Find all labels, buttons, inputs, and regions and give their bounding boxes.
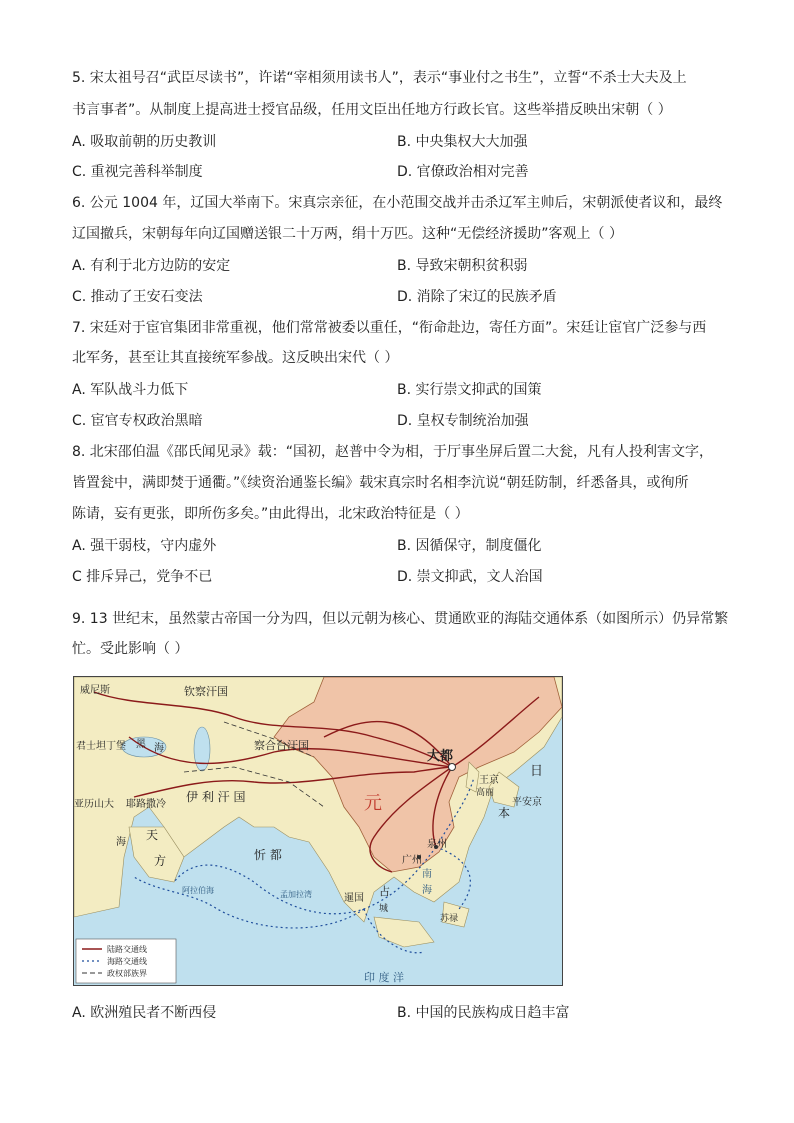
- label-red-sea: 海: [116, 837, 126, 848]
- q8-option-c: C 排斥异己，党争不已: [72, 569, 213, 585]
- label-delhi: 忻 都: [254, 848, 282, 862]
- label-constantinople: 君士坦丁堡: [76, 741, 126, 752]
- label-japan-1: 日: [530, 764, 544, 779]
- legend-land-label: 陆路交通线: [107, 945, 147, 954]
- label-kipchak: 钦察汗国: [184, 685, 228, 698]
- label-japan-2: 本: [498, 806, 511, 820]
- q6-line-1: 6. 公元 1004 年，辽国大举南下。宋真宗亲征，在小范围交战并击杀辽军主帅后，宋朝派使者议和，最终: [72, 195, 723, 211]
- label-south-sea-1: 南: [422, 869, 432, 880]
- legend-border-label: 政权部族界: [107, 969, 147, 978]
- map-legend: [76, 939, 176, 983]
- q5-line-2: 书言事者”。从制度上提高进士授官品级，任用文臣出任地方行政长官。这些举措反映出宋朝（ ）: [72, 102, 672, 118]
- map-svg: [74, 677, 562, 985]
- label-siam: 暹国: [344, 893, 364, 904]
- label-guangzhou: 广州: [402, 855, 422, 866]
- label-wangjing: 王京: [479, 775, 499, 786]
- label-bay-of-bengal: 孟加拉湾: [280, 890, 312, 899]
- label-indian-ocean: 印 度 洋: [364, 971, 404, 984]
- q6-option-d: D. 消除了宋辽的民族矛盾: [397, 289, 557, 305]
- label-black-sea: 黑: [136, 739, 146, 750]
- dadu-marker: [449, 764, 456, 771]
- q7-option-c: C. 宦官专权政治黑暗: [72, 413, 203, 429]
- label-south-sea-2: 海: [422, 885, 432, 896]
- q8-option-d: D. 崇文抑武，文人治国: [397, 569, 543, 585]
- label-champa-1: 占: [379, 885, 390, 898]
- legend-sea-label: 海路交通线: [107, 957, 147, 966]
- q5-line-1: 5. 宋太祖号召“武臣尽读书”，许诺“宰相须用读书人”，表示“事业付之书生”，立誓“不杀士大夫及上: [72, 70, 687, 86]
- label-venice: 威尼斯: [80, 685, 110, 696]
- q5-option-c: C. 重视完善科举制度: [72, 164, 203, 180]
- label-alexandria: 亚历山大: [74, 799, 114, 810]
- q7-option-b: B. 实行崇文抑武的国策: [397, 382, 542, 398]
- q9-line-1: 9. 13 世纪末，虽然蒙古帝国一分为四，但以元朝为核心、贯通欧亚的海陆交通体系（如图所示）仍异常繁: [72, 611, 729, 627]
- q6-option-c: C. 推动了王安石变法: [72, 289, 203, 305]
- q9-option-b: B. 中国的民族构成日趋丰富: [397, 1005, 570, 1021]
- label-tianfang-1: 天: [146, 828, 159, 842]
- q5-option-a: A. 吸取前朝的历史教训: [72, 134, 217, 150]
- q7-line-2: 北军务，甚至让其直接统军参战。这反映出宋代（ ）: [72, 350, 399, 366]
- label-dadu: 大都: [427, 749, 454, 764]
- label-chagatai: 察合台汗国: [254, 739, 309, 752]
- label-jerusalem: 耶路撒冷: [126, 799, 166, 810]
- q9-line-2: 忙。受此影响（ ）: [72, 641, 189, 657]
- q8-line-3: 陈请，妄有更张，即所伤多矣。”由此得出，北宋政治特征是（ ）: [72, 506, 469, 522]
- label-heian: 平安京: [512, 797, 542, 808]
- q5-option-d: D. 官僚政治相对完善: [397, 164, 529, 180]
- q7-line-1: 7. 宋廷对于宦官集团非常重视，他们常常被委以重任，“衔命赴边，寄任方面”。宋廷让宦官广泛参与西: [72, 320, 707, 336]
- label-arabian-sea: 阿拉伯海: [182, 886, 214, 895]
- q7-option-d: D. 皇权专制统治加强: [397, 413, 529, 429]
- q9-option-a: A. 欧洲殖民者不断西侵: [72, 1005, 217, 1021]
- q6-line-2: 辽国撤兵，宋朝每年向辽国赠送银二十万两，绢十万匹。这种“无偿经济援助”客观上（ ）: [72, 226, 623, 242]
- label-goryeo: 高丽: [476, 788, 495, 798]
- q6-option-a: A. 有利于北方边防的安定: [72, 258, 231, 274]
- label-yuan: 元: [364, 793, 382, 814]
- label-black-sea-2: 海: [154, 743, 164, 754]
- q8-line-1: 8. 北宋邵伯温《邵氏闻见录》载：“国初，赵普中令为相，于厅事坐屏后置二大瓮，凡有人投利害文字，: [72, 444, 714, 460]
- q5-option-b: B. 中央集权大大加强: [397, 134, 528, 150]
- label-champa-2: 城: [379, 904, 389, 914]
- q8-option-b: B. 因循保守，制度僵化: [397, 538, 542, 554]
- q7-option-a: A. 军队战斗力低下: [72, 382, 189, 398]
- label-tianfang-2: 方: [154, 854, 167, 868]
- caspian-sea: [194, 727, 210, 771]
- q8-option-a: A. 强干弱枝，守内虚外: [72, 538, 217, 554]
- label-ilkhanate: 伊 利 汗 国: [186, 790, 246, 804]
- trade-route-map: [73, 676, 563, 986]
- q8-line-2: 皆置瓮中，满即焚于通衢。”《续资治通鉴长编》载宋真宗时名相李沆说“朝廷防制，纤悉备具，或徇所: [72, 475, 689, 491]
- label-quanzhou: 泉州: [427, 839, 447, 850]
- q6-option-b: B. 导致宋朝积贫积弱: [397, 258, 528, 274]
- label-sulu: 苏禄: [440, 914, 459, 924]
